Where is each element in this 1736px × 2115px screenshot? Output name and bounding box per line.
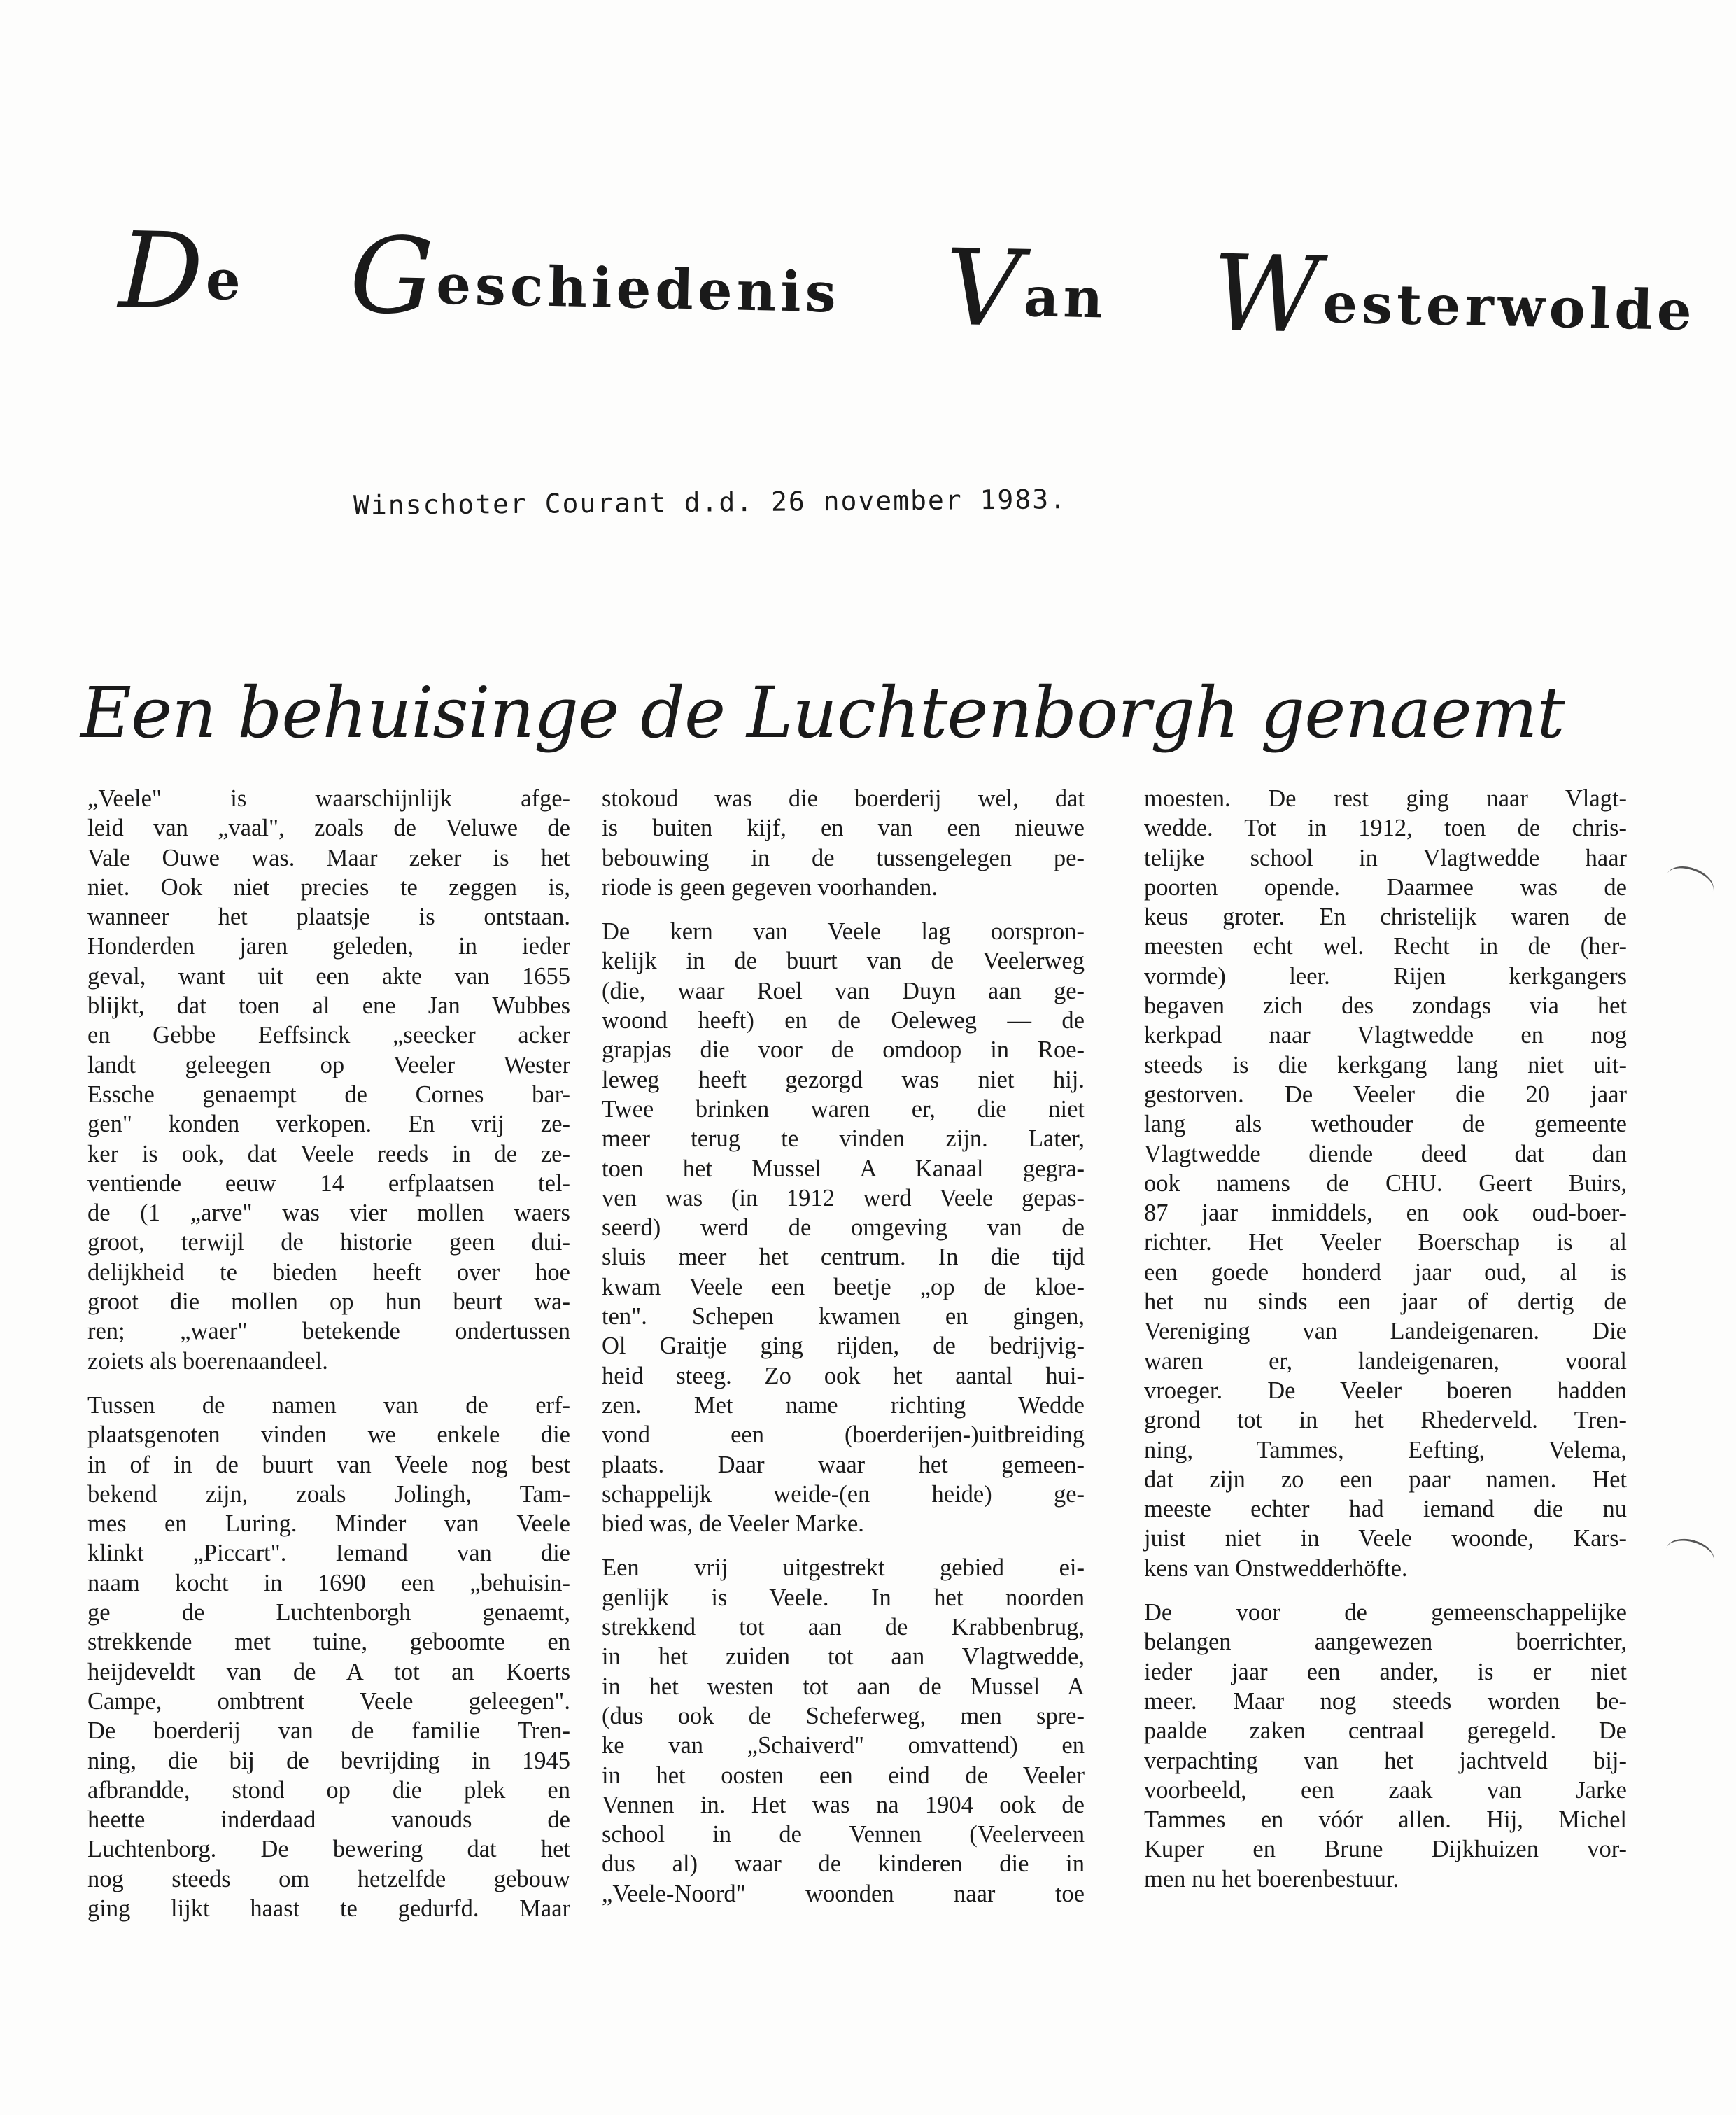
article-line: is buiten kijf, en van een nieuwe xyxy=(602,815,1085,842)
article-line: lang als wethouder de gemeente xyxy=(1144,1111,1627,1138)
title-word-2: Geschiedenis xyxy=(348,214,841,339)
staple-mark xyxy=(1663,1534,1718,1576)
article-line: en Gebbe Eeffsinck „seecker acker xyxy=(87,1022,570,1049)
article-line: heijdeveldt van de A tot an Koerts xyxy=(87,1658,570,1685)
article-line: heette inderdaad vanouds de xyxy=(87,1806,570,1834)
article-line: dus al) waar de kinderen die in xyxy=(602,1850,1085,1878)
article-line: ventiende eeuw 14 erfplaatsen tel- xyxy=(87,1169,570,1197)
article-line: Ol Graitje ging rijden, de bedrijvig- xyxy=(602,1333,1085,1360)
article-line: poorten opende. Daarmee was de xyxy=(1144,873,1627,901)
article-line: steeds is die kerkgang lang niet uit- xyxy=(1144,1051,1627,1078)
article-line: bekend zijn, zoals Jolingh, Tam- xyxy=(87,1480,570,1508)
article-line: 87 jaar inmiddels, en ook oud-boer- xyxy=(1144,1200,1627,1227)
title-word-4: Westerwolde xyxy=(1211,232,1697,357)
article-line: in het oosten een eind de Veeler xyxy=(602,1762,1085,1789)
article-line: woond heeft) en de Oeleweg — de xyxy=(602,1007,1085,1034)
source-dateline: Winschoter Courant d.d. 26 november 1983. xyxy=(353,484,1068,521)
paragraph-gap xyxy=(1144,1583,1627,1598)
article-line: telijke school in Vlagtwedde haar xyxy=(1144,844,1627,871)
article-line: strekkende met tuine, geboomte en xyxy=(87,1629,570,1656)
article-line: meer terug te vinden zijn. Later, xyxy=(602,1125,1085,1153)
article-line: groot die mollen op hun beurt wa- xyxy=(87,1288,570,1316)
article-line: landt geleegen op Veeler Wester xyxy=(87,1051,570,1078)
article-line: genlijk is Veele. In het noorden xyxy=(602,1584,1085,1611)
article-column-3 xyxy=(1144,784,1627,1894)
article-line: ren; „waer" betekende ondertussen xyxy=(87,1318,570,1345)
article-line: dat zijn zo een paar namen. Het xyxy=(1144,1466,1627,1493)
article-line: het nu sinds een jaar of dertig de xyxy=(1144,1288,1627,1316)
article-line: Honderden jaren geleden, in ieder xyxy=(87,933,570,960)
article-line: voorbeeld, een zaak van Jarke xyxy=(1144,1776,1627,1804)
article-line: schappelijk weide-(en heide) ge- xyxy=(602,1480,1085,1508)
article-line: Tammes en vóór allen. Hij, Michel xyxy=(1144,1806,1627,1834)
article-line: bied was, de Veeler Marke. xyxy=(602,1510,864,1538)
article-line: ook namens de CHU. Geert Buirs, xyxy=(1144,1169,1627,1197)
article-line: ten". Schepen kwamen en gingen, xyxy=(602,1303,1085,1330)
article-line: ge de Luchtenborgh genaemt, xyxy=(87,1599,570,1626)
article-line: sluis meer het centrum. In die tijd xyxy=(602,1244,1085,1271)
staple-mark xyxy=(1662,860,1718,905)
article-line: bebouwing in de tussengelegen pe- xyxy=(602,844,1085,871)
paragraph-gap xyxy=(602,902,1085,917)
article-line: Vennen in. Het was na 1904 ook de xyxy=(602,1791,1085,1818)
article-line: riode is geen gegeven voorhanden. xyxy=(602,873,938,901)
article-line: „Veele" is waarschijnlijk afge- xyxy=(87,785,570,812)
article-line: vormde) leer. Rijen kerkgangers xyxy=(1144,962,1627,990)
article-line: „Veele-Noord" woonden naar toe xyxy=(602,1880,1085,1907)
article-line: meer. Maar nog steeds worden be- xyxy=(1144,1687,1627,1715)
article-line: (dus ook de Scheferweg, men spre- xyxy=(602,1702,1085,1729)
article-line: grond tot in het Rhederveld. Tren- xyxy=(1144,1407,1627,1434)
article-line: vond een (boerderijen-)uitbreiding xyxy=(602,1421,1085,1449)
article-line: afbrandde, stond op die plek en xyxy=(87,1776,570,1804)
paragraph-gap xyxy=(602,1538,1085,1553)
article-line: meeste echter had iemand die nu xyxy=(1144,1496,1627,1523)
article-line: de (1 „arve" was vier mollen waers xyxy=(87,1200,570,1227)
article-line: school in de Vennen (Veelerveen xyxy=(602,1821,1085,1848)
article-line: Luchtenborg. De bewering dat het xyxy=(87,1836,570,1863)
article-line: belangen aangewezen boerrichter, xyxy=(1144,1629,1627,1656)
article-line: (die, waar Roel van Duyn aan ge- xyxy=(602,977,1085,1004)
article-line: ven was (in 1912 werd Veele gepas- xyxy=(602,1184,1085,1211)
article-line: niet. Ook niet precies te zeggen is, xyxy=(87,873,570,901)
article-column-2 xyxy=(602,784,1085,1909)
article-column-1 xyxy=(87,784,570,1923)
article-line: vroeger. De Veeler boeren hadden xyxy=(1144,1377,1627,1404)
article-line: leid van „vaal", zoals de Veluwe de xyxy=(87,815,570,842)
article-line: plaatsgenoten vinden we enkele die xyxy=(87,1421,570,1449)
article-line: gen" konden verkopen. En vrij ze- xyxy=(87,1111,570,1138)
article-line: leweg heeft gezorgd was niet hij. xyxy=(602,1066,1085,1093)
article-line: een goede honderd jaar oud, al is xyxy=(1144,1258,1627,1286)
article-line: ging lijkt haast te gedurfd. Maar xyxy=(87,1895,570,1922)
article-line: Campe, ombtrent Veele geleegen". xyxy=(87,1687,570,1715)
article-line: meesten echt wel. Recht in de (her- xyxy=(1144,933,1627,960)
article-line: toen het Mussel A Kanaal gegra- xyxy=(602,1155,1085,1182)
article-line: naam kocht in 1690 een „behuisin- xyxy=(87,1569,570,1596)
article-line: kerkpad naar Vlagtwedde en nog xyxy=(1144,1022,1627,1049)
article-line: delijkheid te bieden heeft over hoe xyxy=(87,1258,570,1286)
article-line: zoiets als boerenaandeel. xyxy=(87,1347,328,1375)
article-line: zen. Met name richting Wedde xyxy=(602,1391,1085,1419)
article-line: paalde zaken centraal geregeld. De xyxy=(1144,1717,1627,1745)
article-line: ker is ook, dat Veele reeds in de ze- xyxy=(87,1140,570,1167)
article-line: Essche genaempt de Cornes bar- xyxy=(87,1081,570,1108)
article-line: men nu het boerenbestuur. xyxy=(1144,1865,1399,1892)
article-line: Een vrij uitgestrekt gebied ei- xyxy=(602,1554,1085,1582)
article-line: ning, die bij de bevrijding in 1945 xyxy=(87,1747,570,1774)
article-line: Vlagtwedde diende deed dat dan xyxy=(1144,1140,1627,1167)
article-line: in het westen tot aan de Mussel A xyxy=(602,1673,1085,1700)
article-line: in het zuiden tot aan Vlagtwedde, xyxy=(602,1643,1085,1671)
article-line: klinkt „Piccart". Iemand van die xyxy=(87,1540,570,1567)
article-line: richter. Het Veeler Boerschap is al xyxy=(1144,1229,1627,1256)
article-line: kelijk in de buurt van de Veelerweg xyxy=(602,948,1085,975)
article-line: De kern van Veele lag oorspron- xyxy=(602,918,1085,946)
article-line: mes en Luring. Minder van Veele xyxy=(87,1510,570,1538)
article-line: grapjas die voor de omdoop in Roe- xyxy=(602,1037,1085,1064)
article-line: verpachting van het jachtveld bij- xyxy=(1144,1747,1627,1774)
article-line: blijkt, dat toen al ene Jan Wubbes xyxy=(87,992,570,1020)
article-line: heid steeg. Zo ook het aantal hui- xyxy=(602,1362,1085,1389)
title-word-3: Van xyxy=(944,227,1108,351)
article-line: in of in de buurt van Veele nog best xyxy=(87,1451,570,1478)
article-line: kens van Onstwedderhöfte. xyxy=(1144,1554,1408,1582)
article-line: stokoud was die boerderij wel, dat xyxy=(602,785,1085,812)
article-line: wedde. Tot in 1912, toen de chris- xyxy=(1144,815,1627,842)
article-headline: Een behuisinge de Luchtenborgh genaemt xyxy=(80,672,1565,754)
article-line: strekkend tot aan de Krabbenbrug, xyxy=(602,1614,1085,1641)
paragraph-gap xyxy=(87,1376,570,1391)
article-line: ieder jaar een ander, is er niet xyxy=(1144,1658,1627,1685)
article-line: waren er, landeigenaren, vooral xyxy=(1144,1347,1627,1375)
article-line: moesten. De rest ging naar Vlagt- xyxy=(1144,785,1627,812)
article-line: juist niet in Veele woonde, Kars- xyxy=(1144,1525,1627,1552)
article-line: ke van „Schaiverd" omvattend) en xyxy=(602,1732,1085,1759)
article-line: gestorven. De Veeler die 20 jaar xyxy=(1144,1081,1627,1108)
article-line: kwam Veele een beetje „op de kloe- xyxy=(602,1273,1085,1300)
article-line: ning, Tammes, Eefting, Velema, xyxy=(1144,1436,1627,1463)
article-line: plaats. Daar waar het gemeen- xyxy=(602,1451,1085,1478)
article-line: keus groter. En christelijk waren de xyxy=(1144,904,1627,931)
article-line: Kuper en Brune Dijkhuizen vor- xyxy=(1144,1836,1627,1863)
article-line: nog steeds om hetzelfde gebouw xyxy=(87,1865,570,1892)
article-line: Tussen de namen van de erf- xyxy=(87,1391,570,1419)
article-line: geval, want uit een akte van 1655 xyxy=(87,962,570,990)
article-line: Vale Ouwe was. Maar zeker is het xyxy=(87,844,570,871)
article-line: De boerderij van de familie Tren- xyxy=(87,1717,570,1745)
article-line: seerd) werd de omgeving van de xyxy=(602,1214,1085,1242)
title-word-1: De xyxy=(118,210,246,334)
article-line: Vereniging van Landeigenaren. Die xyxy=(1144,1318,1627,1345)
article-line: begaven zich des zondags via het xyxy=(1144,992,1627,1020)
article-line: wanneer het plaatsje is ontstaan. xyxy=(87,904,570,931)
article-line: groot, terwijl de historie geen dui- xyxy=(87,1229,570,1256)
series-title xyxy=(118,210,1697,367)
article-line: Twee brinken waren er, die niet xyxy=(602,1095,1085,1123)
article-line: De voor de gemeenschappelijke xyxy=(1144,1599,1627,1626)
